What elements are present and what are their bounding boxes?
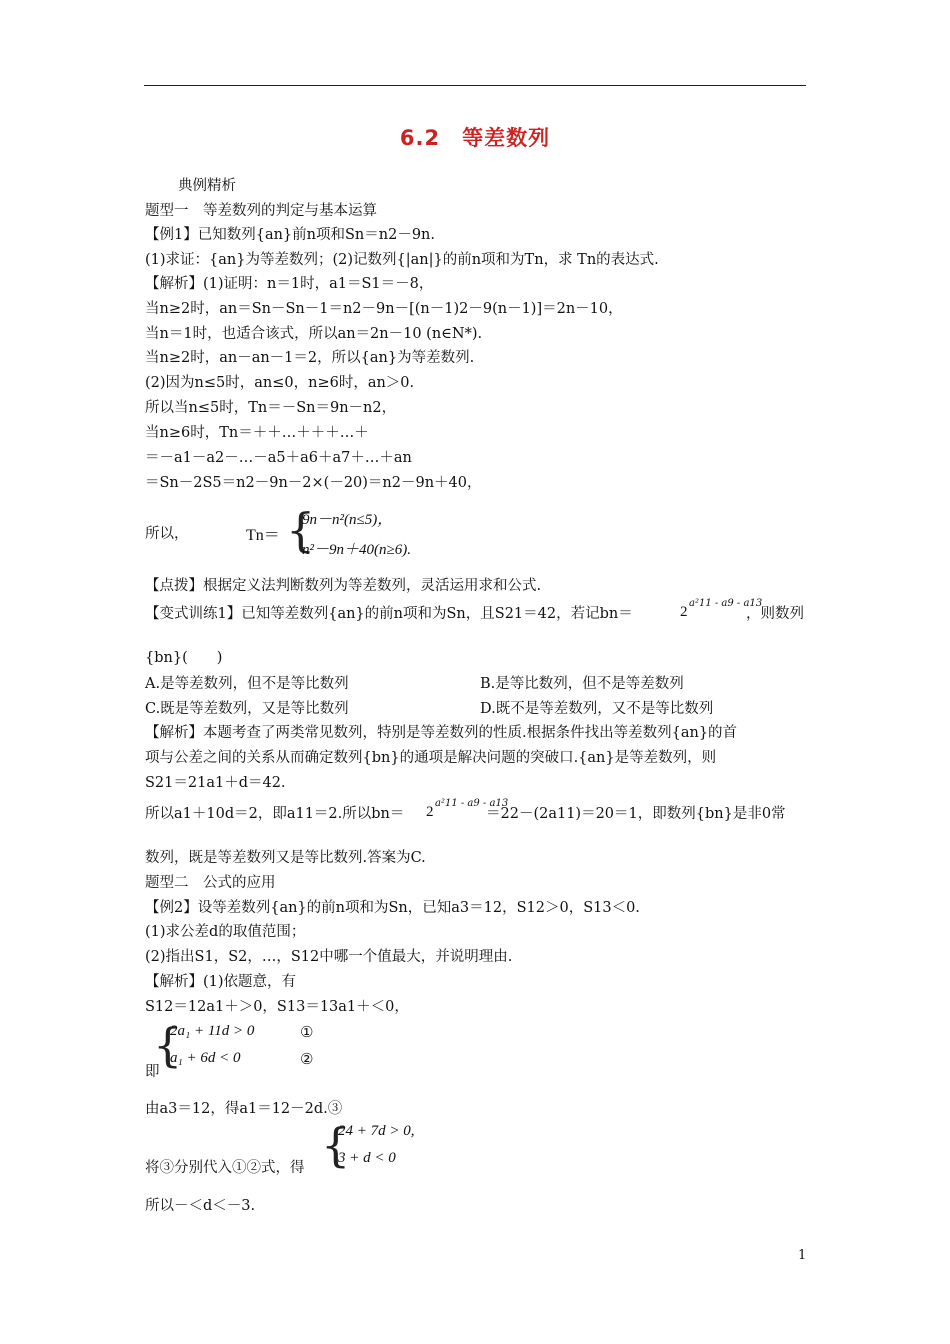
tn-case-1: 9n－n²(n≤5)， <box>302 512 393 528</box>
left-brace-icon: { <box>321 1118 351 1172</box>
ji-label: 即 <box>145 1064 160 1080</box>
power-base: 2 <box>680 604 688 620</box>
variant1-solution-line: 项与公差之间的关系从而确定数列{bn}的通项是解决问题的突破口.{an}是等差数列，则 <box>145 750 717 766</box>
example1-solution-line: 【解析】(1)证明：n＝1时，a1＝S1＝－8， <box>145 276 434 292</box>
variant1-problem: 【变式训练1】已知等差数列{an}的前n项和为Sn，且S21＝42，若记bn＝ <box>145 606 633 622</box>
substitution-line: 将③分别代入①②式，得 <box>145 1160 305 1176</box>
tn-case-2: n²－9n＋40(n≥6). <box>302 542 411 558</box>
example1-problem: 【例1】已知数列{an}前n项和Sn＝n2－9n. <box>145 227 436 243</box>
example2-solution-line: 【解析】(1)依题意，有 <box>145 974 297 990</box>
type1-heading: 题型一 等差数列的判定与基本运算 <box>145 203 377 219</box>
so-label: 所以， <box>145 526 189 542</box>
variant1-problem-tail: ，则数列 <box>746 606 804 622</box>
tn-lhs: Tn＝ <box>246 527 280 544</box>
variant1-solution-line: 数列，既是等差数列又是等比数列.答案为C. <box>145 850 426 866</box>
option-b: B.是等比数列，但不是等差数列 <box>480 676 684 692</box>
section-heading: 典例精析 <box>178 178 236 194</box>
example1-solution-line: ＝Sn－2S5＝n2－9n－2×(－20)＝n2－9n＋40， <box>145 475 482 491</box>
system1-eq1: 2a₁ + 11d > 0 <box>170 1023 255 1039</box>
circled-two-icon: ② <box>300 1052 314 1068</box>
variant1-solution-line: S21＝21a1＋d＝42. <box>145 775 286 791</box>
example1-question: (1)求证：{an}为等差数列；(2)记数列{|an|}的前n项和为Tn，求 Tn的表达式. <box>145 252 659 268</box>
system2-eq2: 3 + d < 0 <box>338 1150 396 1166</box>
example1-solution-line: 当n≥2时，an＝Sn－Sn－1＝n2－9n－[(n－1)2－9(n－1)]＝2n－10， <box>145 301 623 317</box>
example2-solution-line: 由a3＝12，得a1＝12－2d.③ <box>145 1101 343 1117</box>
variant1-solution-line: ＝22－(2a11)＝20＝1，即数列{bn}是非0常 <box>486 806 786 822</box>
left-brace-icon: { <box>286 503 316 557</box>
example1-solution-line: 当n＝1时，也适合该式，所以an＝2n－10 (n∈N*). <box>145 326 483 342</box>
type2-heading: 题型二 公式的应用 <box>145 875 276 891</box>
example1-solution-line: 当n≥2时，an－an－1＝2，所以{an}为等差数列. <box>145 350 475 366</box>
variant1-problem-cont: {bn}( ) <box>145 650 223 666</box>
example2-question: (1)求公差d的取值范围； <box>145 924 306 940</box>
power-exponent: a²11 - a9 - a13 <box>435 798 509 809</box>
system1-eq2: a₁ + 6d < 0 <box>170 1050 241 1066</box>
power-base: 2 <box>426 804 434 820</box>
option-d: D.既不是等差数列，又不是等比数列 <box>480 701 714 717</box>
circled-one-icon: ① <box>300 1025 314 1041</box>
example1-solution-line: (2)因为n≤5时，an≤0，n≥6时，an＞0. <box>145 375 415 391</box>
option-a: A.是等差数列，但不是等比数列 <box>145 676 349 692</box>
variant1-solution-line: 【解析】本题考查了两类常见数列，特别是等差数列的性质.根据条件找出等差数列{an}的首 <box>145 725 738 741</box>
example2-question: (2)指出S1，S2，…，S12中哪一个值最大，并说明理由. <box>145 949 513 965</box>
example1-solution-line: 所以当n≤5时，Tn＝－Sn＝9n－n2， <box>145 400 397 416</box>
option-c: C.既是等差数列，又是等比数列 <box>145 701 349 717</box>
example1-solution-line: 当n≥6时，Tn＝＋＋…＋＋＋…＋ <box>145 425 369 441</box>
system2-eq1: 24 + 7d > 0, <box>338 1123 415 1139</box>
example1-tip: 【点拨】根据定义法判断数列为等差数列，灵活运用求和公式. <box>145 578 542 594</box>
left-brace-icon: { <box>153 1018 183 1072</box>
example1-solution-line: ＝－a1－a2－…－a5＋a6＋a7＋…＋an <box>145 450 412 466</box>
example2-solution-line: S12＝12a1＋＞0，S13＝13a1＋＜0， <box>145 999 409 1015</box>
variant1-solution-line: 所以a1＋10d＝2，即a11＝2.所以bn＝ <box>145 806 405 822</box>
example2-solution-line: 所以－＜d＜－3. <box>145 1198 256 1214</box>
example2-problem: 【例2】设等差数列{an}的前n项和为Sn，已知a3＝12，S12＞0，S13＜0. <box>145 900 640 916</box>
page-title: 6.2 等差数列 <box>399 126 551 150</box>
header-rule <box>144 85 806 86</box>
power-exponent: a²11 - a9 - a13 <box>689 598 763 609</box>
page-number: 1 <box>798 1248 807 1263</box>
